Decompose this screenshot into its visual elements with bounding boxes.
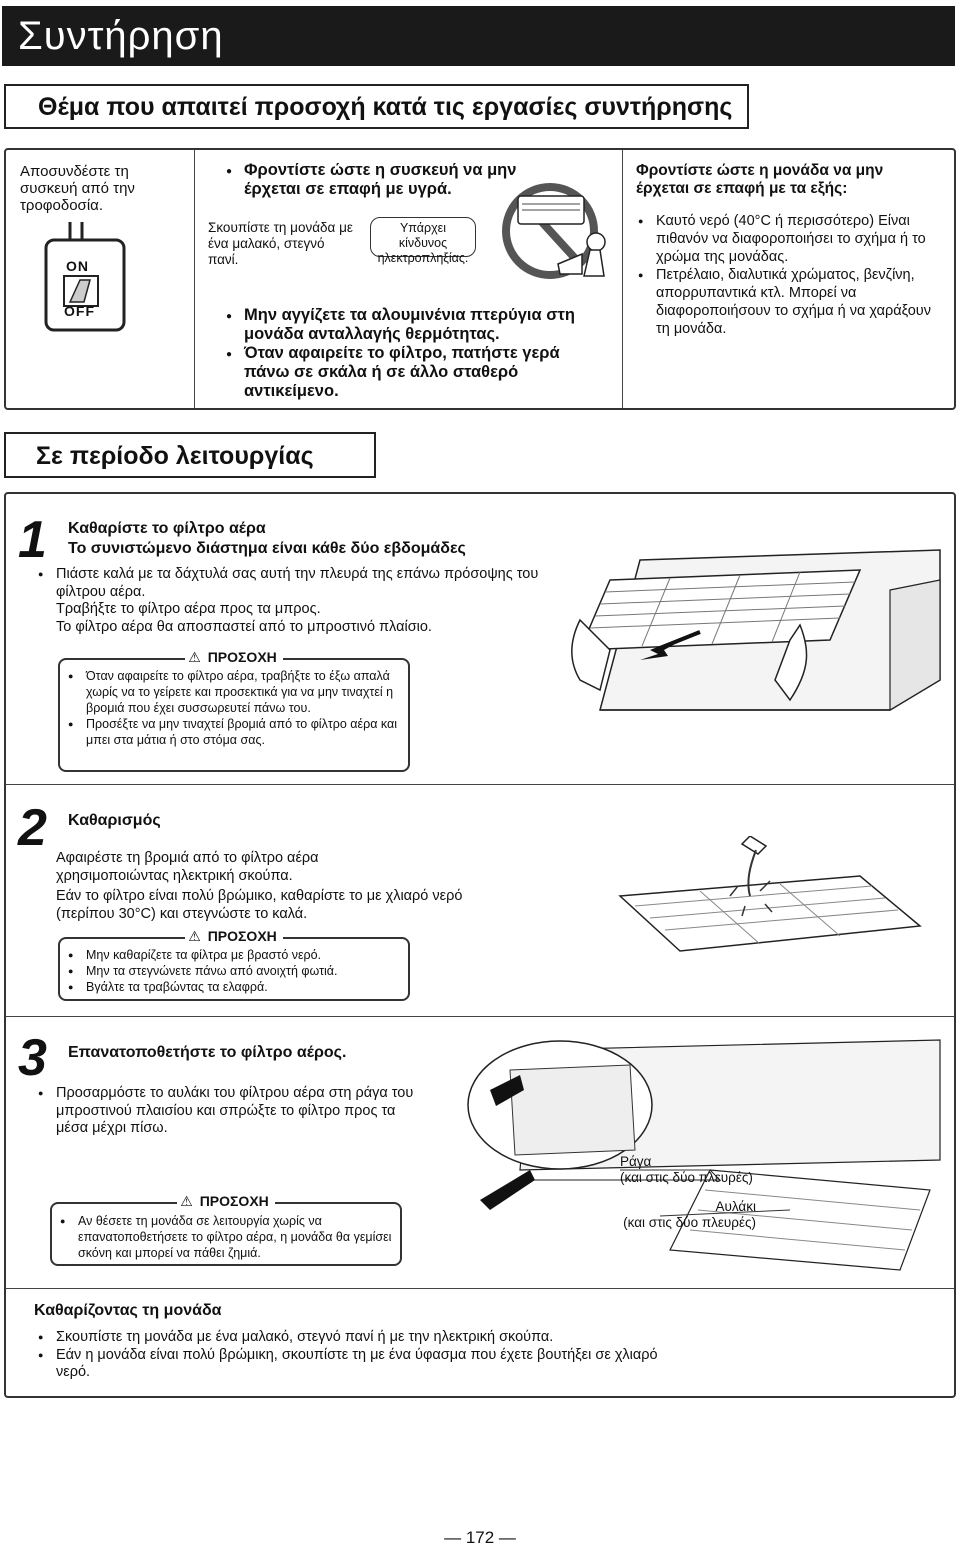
caution-label: ⚠ ΠΡΟΣΟΧΗ <box>177 1193 275 1209</box>
contact-items-list <box>634 212 934 338</box>
step-number: 3 <box>18 1029 47 1087</box>
cleaning-unit-list <box>34 1329 694 1382</box>
list-item: ● Μην τα στεγνώνετε πάνω από ανοιχτή φωτιά. <box>64 963 402 979</box>
step1-list <box>34 566 554 601</box>
rail-label: Ράγα (και στις δύο πλευρές) <box>620 1154 753 1185</box>
no-water-illustration <box>500 176 612 286</box>
list-item: ● Πιάστε καλά με τα δάχτυλά σας αυτή την πλευρά της επάνω πρόσοψης του φίλτρου αέρα. <box>34 566 554 601</box>
groove-label: Αυλάκι (και στις δύο πλευρές) <box>623 1199 756 1230</box>
caution-list <box>56 1213 394 1261</box>
step3-list <box>34 1085 424 1138</box>
filter-removal-illustration <box>560 530 950 770</box>
list-item: ● Πετρέλαιο, διαλυτικά χρώματος, βενζίνη, απορρυπαντικά κτλ. Μπορεί να διαφοροποιήσουν το σχήμα ή να χαράξουν τη μονάδα. <box>634 266 934 338</box>
step1-line3: Το φίλτρο αέρα θα αποσπαστεί από το μπροστινό πλαίσιο. <box>56 619 432 635</box>
step-number: 1 <box>18 511 47 569</box>
list-item: ● Αν θέσετε τη μονάδα σε λειτουργία χωρίς να επανατοποθετήσετε το φίλτρο αέρα, η μονάδα θα γεμίσει σκόνη και μπορεί να πάθει ζημιά. <box>56 1213 394 1261</box>
switch-off-label: OFF <box>64 303 95 319</box>
page-number: — 172 — <box>444 1528 516 1547</box>
disconnect-text: Αποσυνδέστε τη συσκευή από την τροφοδοσία. <box>20 163 135 214</box>
list-item: ● Φροντίστε ώστε η συσκευή να μην έρχεται σε επαφή με υγρά. <box>222 161 522 199</box>
contact-title: Φροντίστε ώστε η μονάδα να μην έρχεται σε επαφή με τα εξής: <box>636 162 884 197</box>
divider <box>622 150 623 408</box>
list-item: ● Εάν η μονάδα είναι πολύ βρώμικη, σκουπίστε τη με ένα ύφασμα που έχετε βουτήξει σε χλιαρό νερό. <box>34 1347 694 1382</box>
list-item: ● Μην καθαρίζετε τα φίλτρα με βραστό νερό. <box>64 947 402 963</box>
step1-title: Καθαρίστε το φίλτρο αέρα <box>68 520 266 537</box>
step2-text1: Αφαιρέστε τη βρομιά από το φίλτρο αέρα χρησιμοποιώντας ηλεκτρική σκούπα. <box>56 850 319 884</box>
step-separator <box>6 1288 954 1289</box>
wipe-text: Σκουπίστε τη μονάδα με ένα μαλακό, στεγνό πανί. <box>208 220 353 267</box>
step2-caution-box <box>58 928 410 1001</box>
shock-risk-text: Υπάρχει κίνδυνος ηλεκτροπληξίας. <box>377 221 469 265</box>
step-number: 2 <box>18 799 47 857</box>
shock-risk-bubble <box>370 217 476 265</box>
switch-on-label: ON <box>66 258 89 274</box>
step2-title: Καθαρισμός <box>68 812 161 829</box>
operation-title: Σε περίοδο λειτουργίας <box>36 442 314 470</box>
step-separator <box>6 1016 954 1017</box>
operation-heading <box>4 432 376 478</box>
divider <box>194 150 195 408</box>
list-item: ● Σκουπίστε τη μονάδα με ένα μαλακό, στεγνό πανί ή με την ηλεκτρική σκούπα. <box>34 1329 694 1347</box>
list-item: ● Βγάλτε τα τραβώντας τα ελαφρά. <box>64 979 402 995</box>
step1-caution-box <box>58 649 410 772</box>
caution-list <box>64 668 402 748</box>
page-title: Συντήρηση <box>2 6 955 66</box>
caution-label: ⚠ ΠΡΟΣΟΧΗ <box>185 928 283 944</box>
list-item: ● Προσαρμόστε το αυλάκι του φίλτρου αέρα στη ράγα του μπροστινού πλαισίου και σπρώξτε το φίλτρο προς τα μέσα μέχρι πίσω. <box>34 1085 424 1138</box>
step1-subtitle: Το συνιστώμενο διάστημα είναι κάθε δύο εβδομάδες <box>68 540 466 557</box>
list-item: ● Μην αγγίζετε τα αλουμινένια πτερύγια στη μονάδα ανταλλαγής θερμότητας. <box>222 306 592 344</box>
caution-list <box>64 947 402 995</box>
step2-text2: Εάν το φίλτρο είναι πολύ βρώμικο, καθαρίστε το με χλιαρό νερό (περίπου 30°C) και στεγνώστε το καλά. <box>56 888 463 922</box>
step3-title: Επανατοποθετήστε το φίλτρο αέρος. <box>68 1044 347 1061</box>
caution-label: ⚠ ΠΡΟΣΟΧΗ <box>185 649 283 665</box>
step-separator <box>6 784 954 785</box>
list-item: ● Καυτό νερό (40°C ή περισσότερο) Είναι πιθανόν να διαφοροποιήσει το σχήμα ή το χρώμα της μονάδας. <box>634 212 934 266</box>
cleaning-unit-title: Καθαρίζοντας τη μονάδα <box>34 1302 222 1319</box>
liquid-warning-list <box>222 161 522 199</box>
list-item: ● Όταν αφαιρείτε το φίλτρο αέρα, τραβήξτε το έξω απαλά χωρίς να το γείρετε και προσεκτικά για να μην τιναχτεί η βρομιά που έχει συσσωρευτεί πάνω του. <box>64 668 402 716</box>
step1-line2: Τραβήξτε το φίλτρο αέρα προς τα μπρος. <box>56 601 321 617</box>
step3-caution-box <box>50 1193 402 1266</box>
fins-ladder-warning-list <box>222 306 592 401</box>
maintenance-caution-title: Θέμα που απαιτεί προσοχή κατά τις εργασίες συντήρησης <box>38 93 733 121</box>
filter-washing-illustration <box>610 836 930 1006</box>
maintenance-caution-heading <box>4 84 749 129</box>
list-item: ● Όταν αφαιρείτε το φίλτρο, πατήστε γερά πάνω σε σκάλα ή σε άλλο σταθερό αντικείμενο. <box>222 344 592 401</box>
list-item: ● Προσέξτε να μην τιναχτεί βρομιά από το φίλτρο αέρα και μπει στα μάτια ή στο στόμα σας. <box>64 716 402 748</box>
